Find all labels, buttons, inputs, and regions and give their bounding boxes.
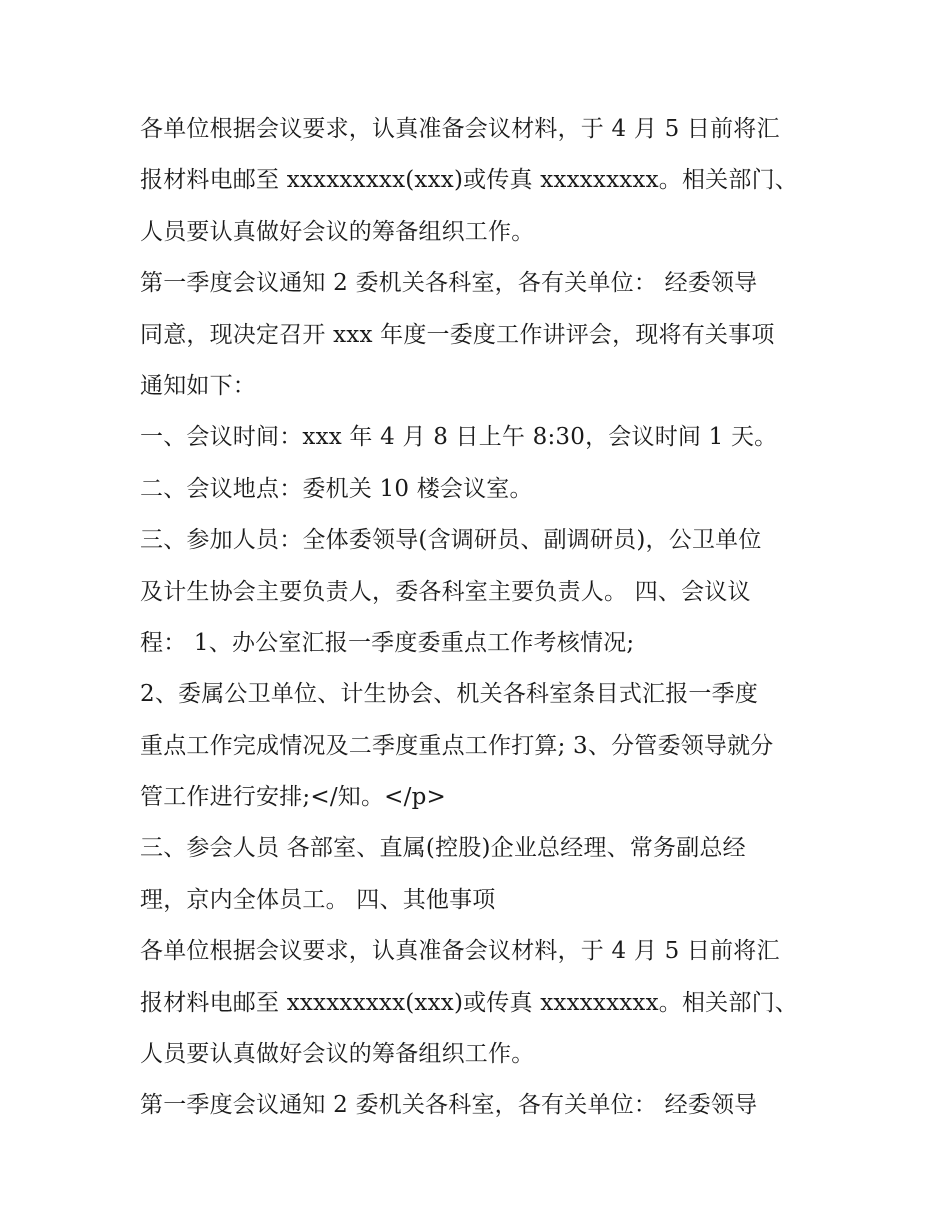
text-line-15: 三、参会人员 各部室、直属(控股)企业总经理、常务副总经 (140, 835, 746, 862)
text-line-13: 重点工作完成情况及二季度重点工作打算; 3、分管委领导就分 (140, 732, 774, 759)
text-line-7: 一、会议时间：xxx 年 4 月 8 日上午 8:30，会议时间 1 天。 (140, 424, 778, 451)
text-line-19: 人员要认真做好会议的筹备组织工作。 (140, 1041, 535, 1068)
text-line-11: 程： 1、办公室汇报一季度委重点工作考核情况; (140, 629, 635, 656)
text-line-14: 管工作进行安排;</知。</p> (140, 784, 446, 811)
text-line-12: 2、委属公卫单位、计生协会、机关各科室条目式汇报一季度 (140, 681, 759, 708)
text-line-3: 人员要认真做好会议的筹备组织工作。 (140, 218, 535, 245)
text-line-6: 通知如下： (140, 372, 256, 399)
text-line-2: 报材料电邮至 xxxxxxxxx(xxx)或传真 xxxxxxxxx。相关部门、 (140, 167, 798, 194)
text-line-5: 同意，现决定召开 xxx 年度一委度工作讲评会，现将有关事项 (140, 321, 775, 348)
text-line-20: 第一季度会议通知 2 委机关各科室，各有关单位： 经委领导 (140, 1092, 758, 1119)
text-line-17: 各单位根据会议要求，认真准备会议材料，于 4 月 5 日前将汇 (140, 938, 780, 965)
document-body (140, 104, 820, 1132)
text-line-10: 及计生协会主要负责人，委各科室主要负责人。 四、会议议 (140, 578, 751, 605)
text-line-16: 理，京内全体员工。 四、其他事项 (140, 886, 496, 913)
text-line-8: 二、会议地点：委机关 10 楼会议室。 (140, 475, 533, 502)
text-line-9: 三、参加人员：全体委领导(含调研员、副调研员)，公卫单位 (140, 527, 762, 554)
text-line-18: 报材料电邮至 xxxxxxxxx(xxx)或传真 xxxxxxxxx。相关部门、 (140, 989, 798, 1016)
text-line-1: 各单位根据会议要求，认真准备会议材料，于 4 月 5 日前将汇 (140, 116, 780, 142)
text-line-4: 第一季度会议通知 2 委机关各科室，各有关单位： 经委领导 (140, 270, 758, 297)
